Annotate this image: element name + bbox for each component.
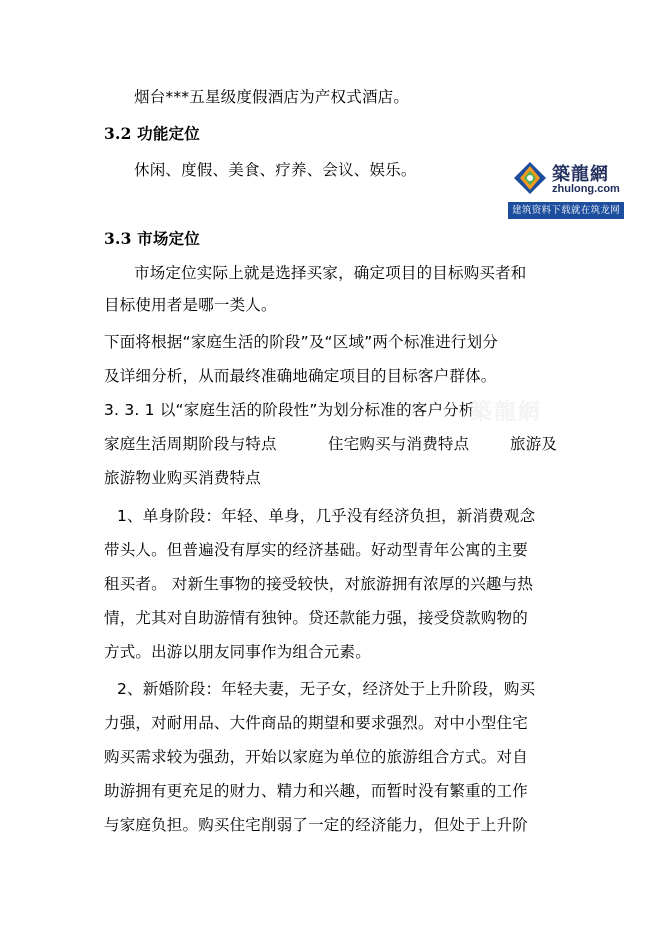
stage-1-line-1: 1、单身阶段：年轻、单身，几乎没有经济负担，新消费观念 [117,507,536,525]
paragraph-2-line-1: 下面将根据“家庭生活的阶段”及“区域”两个标准进行划分 [104,333,499,351]
section-3-3-title: 3.3 市场定位 [104,229,200,248]
stage-2-line-5: 与家庭负担。购买住宅削弱了一定的经济能力，但处于上升阶 [104,816,528,834]
stage-1-line-5: 方式。出游以朋友同事作为组合元素。 [104,643,371,661]
logo-header [508,154,624,202]
stage-1-line-3: 租买者。 对新生事物的接受较快，对旅游拥有浓厚的兴趣与热 [104,575,534,593]
table-header-col-2: 住宅购买与消费特点 [328,435,470,453]
stage-2-line-2: 力强，对耐用品、大件商品的期望和要求强烈。对中小型住宅 [104,714,528,732]
section-3-2-body: 休闲、度假、美食、疗养、会议、娱乐。 [134,161,417,179]
stage-2-line-1: 2、新婚阶段：年轻夫妻，无子女，经济处于上升阶段，购买 [117,680,536,698]
section-3-2-title: 3.2 功能定位 [104,124,200,143]
stage-2-line-3: 购买需求较为强劲，开始以家庭为单位的旅游组合方式。对自 [104,748,528,766]
table-header-col-3-continued: 旅游物业购买消费特点 [104,469,262,487]
logo-name: 築龍網 [552,164,609,185]
stage-1-line-2: 带头人。但普遍没有厚实的经济基础。好动型青年公寓的主要 [104,541,528,559]
paragraph-2-line-2: 及详细分析，从而最终准确地确定项目的目标客户群体。 [104,367,497,385]
paragraph-1-line-2: 目标使用者是哪一类人。 [104,296,277,314]
table-header-col-3: 旅游及 [510,435,558,453]
stage-2-line-4: 助游拥有更充足的财力、精力和兴趣，而暂时没有繁重的工作 [104,782,528,800]
intro-text: 烟台***五星级度假酒店为产权式酒店。 [134,88,410,106]
logo-tagline: 建筑资料下载就在筑龙网 [508,202,624,219]
zhulong-logo [508,154,624,220]
table-header-col-1: 家庭生活周期阶段与特点 [104,435,277,453]
subsection-3-3-1-title: 3. 3. 1 以“家庭生活的阶段性”为划分标准的客户分析 [104,401,475,419]
paragraph-1-line-1: 市场定位实际上就是选择买家，确定项目的目标购买者和 [134,264,527,282]
stage-1-line-4: 情，尤其对自助游情有独钟。贷还款能力强，接受贷款购物的 [104,609,528,627]
watermark-text: 築龍網 [470,400,543,425]
logo-domain: zhulong.com [552,183,620,195]
dragon-emblem-icon [512,160,548,196]
